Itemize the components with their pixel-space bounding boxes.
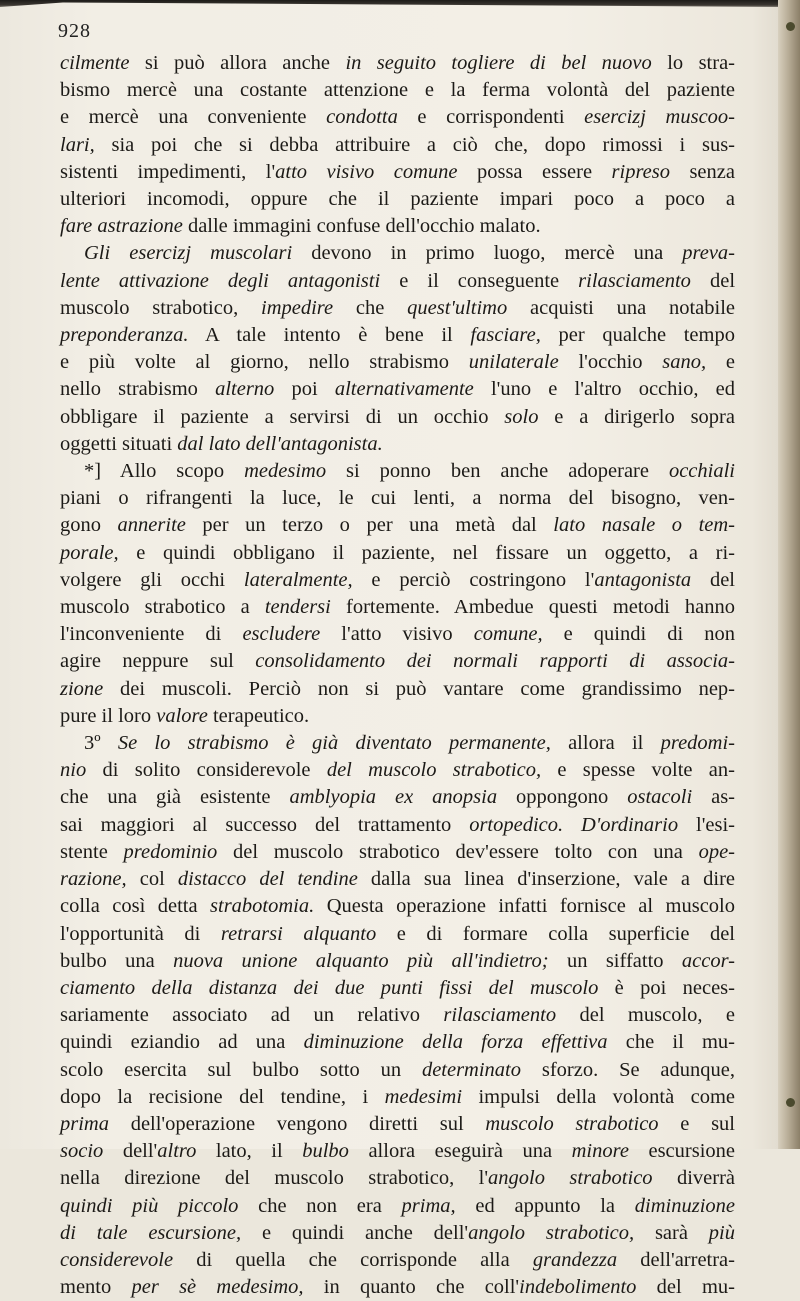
- italic-text: lari,: [60, 133, 95, 156]
- italic-text: muscolo strabotico: [485, 1112, 659, 1135]
- text-run: che non era: [238, 1194, 402, 1217]
- italic-text: fare astrazione: [60, 215, 183, 238]
- text-line: [60, 839, 735, 866]
- text-run: impulsi della volontà come: [462, 1085, 735, 1108]
- italic-text: per sè medesimo,: [131, 1276, 304, 1299]
- text-run: sforzo. Se adunque,: [521, 1058, 735, 1081]
- text-line: [60, 349, 735, 376]
- text-run: oggetti situati: [60, 432, 178, 455]
- text-run: agire neppure sul: [60, 650, 256, 673]
- text-run: del mu-: [636, 1276, 736, 1299]
- text-run: terapeutico.: [207, 704, 310, 727]
- text-line: [60, 921, 735, 948]
- italic-text: antagonista: [594, 568, 692, 591]
- italic-text: nuova unione alquanto più all'indietro;: [173, 949, 549, 972]
- top-edge-shadow: [0, 0, 786, 7]
- text-run: piani o rifrangenti la luce, le cui lenti, a norma del bisogno, ven-: [60, 487, 735, 510]
- text-run: del: [690, 269, 736, 292]
- text-line: [60, 757, 735, 784]
- italic-text: cilmente: [60, 52, 130, 74]
- text-run: che: [333, 296, 408, 319]
- italic-text: medesimi: [384, 1085, 463, 1108]
- text-line: [60, 1193, 735, 1220]
- text-line: [60, 1111, 735, 1138]
- italic-text: razione,: [60, 868, 127, 891]
- text-run: che il mu-: [607, 1031, 735, 1054]
- italic-text: quindi più piccolo: [60, 1194, 239, 1217]
- text-run: stente: [60, 840, 124, 863]
- text-line: [60, 1138, 735, 1165]
- italic-text: indebolimento: [519, 1276, 637, 1299]
- text-run: ulteriori incomodi, oppure che il paziente impari poco a poco a: [60, 188, 735, 211]
- italic-text: considerevole: [60, 1248, 174, 1271]
- italic-text: dal lato dell'antagonista.: [177, 432, 383, 455]
- text-line: [60, 1002, 735, 1029]
- text-run: di solito considerevole: [86, 759, 327, 782]
- text-line: [60, 893, 735, 920]
- text-run: oppongono: [497, 786, 628, 809]
- italic-text: valore: [156, 704, 208, 727]
- text-run: del muscolo, e: [556, 1004, 735, 1027]
- text-run: A tale intento è bene il: [188, 324, 471, 347]
- text-run: e di formare colla superficie del: [376, 922, 735, 945]
- italic-text: lente attivazione degli antagonisti: [60, 269, 381, 292]
- text-run: del: [691, 568, 735, 591]
- text-run: escursione: [628, 1140, 735, 1163]
- italic-text: minore: [571, 1140, 629, 1163]
- text-line: [60, 295, 735, 322]
- text-run: l'occhio: [558, 351, 663, 374]
- text-line: [60, 268, 735, 295]
- italic-text: sano,: [662, 351, 707, 374]
- italic-text: tendersi: [264, 596, 331, 619]
- text-run: devono in primo luogo, mercè una: [292, 242, 683, 265]
- italic-text: solo: [504, 405, 539, 428]
- text-line: [60, 159, 735, 186]
- text-run: scolo esercita sul bulbo sotto un: [60, 1058, 422, 1081]
- italic-text: occhiali: [668, 460, 735, 483]
- text-line: [60, 812, 735, 839]
- italic-text: rilasciamento: [443, 1004, 557, 1027]
- italic-text: grandezza: [532, 1248, 618, 1271]
- text-run: e quindi obbligano il paziente, nel fissare un oggetto, a ri-: [118, 541, 735, 564]
- text-line: [60, 730, 735, 757]
- text-run: sai maggiori al successo del trattamento: [60, 813, 470, 836]
- text-line: [60, 540, 735, 567]
- italic-text: socio: [60, 1140, 104, 1163]
- italic-text: atto visivo comune: [275, 160, 458, 183]
- text-line: [60, 567, 735, 594]
- text-line: [60, 485, 735, 512]
- italic-text: bulbo: [302, 1140, 349, 1163]
- italic-text: impedire: [261, 296, 334, 319]
- italic-text: ortopedico. D'ordinario: [469, 813, 679, 836]
- italic-text: lateralmente,: [243, 568, 353, 591]
- italic-text: nio: [60, 759, 87, 782]
- text-run: e quindi di non: [542, 623, 736, 646]
- text-line: [60, 132, 735, 159]
- italic-text: alternativamente: [334, 378, 474, 401]
- italic-text: angolo strabotico,: [468, 1221, 635, 1244]
- text-run: e mercè una conveniente: [60, 106, 327, 129]
- text-line: [60, 186, 735, 213]
- text-run: sarà: [634, 1221, 709, 1244]
- text-line: [60, 975, 735, 1002]
- italic-text: del muscolo strabotico,: [326, 759, 542, 782]
- text-line: [60, 77, 735, 104]
- text-line: [60, 213, 735, 240]
- italic-text: predominio: [123, 840, 218, 863]
- text-run: muscolo strabotico,: [60, 296, 262, 319]
- text-run: senza: [670, 160, 735, 183]
- text-line: [60, 431, 735, 458]
- italic-text: medesimo: [244, 460, 327, 483]
- text-run: sariamente associato ad un relativo: [60, 1004, 444, 1027]
- text-run: volgere gli occhi: [60, 568, 244, 591]
- italic-text: determinato: [421, 1058, 522, 1081]
- text-run: di quella che corrisponde alla: [173, 1248, 533, 1271]
- italic-text: quest'ultimo: [407, 296, 508, 319]
- text-run: gono: [60, 514, 118, 537]
- italic-text: esercizj muscoo-: [584, 106, 736, 129]
- text-line: [60, 1084, 735, 1111]
- spine-mark: [786, 22, 795, 31]
- text-run: quindi eziandio ad una: [60, 1031, 304, 1054]
- italic-text: porale,: [60, 541, 119, 564]
- spine-mark: [786, 1098, 795, 1107]
- text-run: si può allora anche: [129, 52, 346, 74]
- text-run: dalle immagini confuse dell'occhio malato.: [182, 215, 541, 238]
- text-run: l'esi-: [678, 813, 735, 836]
- text-line: [60, 1220, 735, 1247]
- text-run: per un terzo o per una metà dal: [185, 514, 554, 537]
- text-line: [60, 1165, 735, 1192]
- text-run: si ponno ben anche adoperare: [326, 460, 669, 483]
- body-text: [60, 50, 735, 1301]
- text-run: bismo mercè una costante attenzione e la ferma volontà del paziente: [60, 79, 735, 102]
- text-run: lo stra-: [651, 52, 735, 74]
- text-run: dalla sua linea d'inserzione, vale a dire: [357, 868, 735, 891]
- text-run: l'atto visivo: [320, 623, 474, 646]
- text-line: [60, 322, 735, 349]
- text-run: e il conseguente: [380, 269, 579, 292]
- italic-text: diminuzione: [634, 1194, 735, 1217]
- text-line: [60, 1057, 735, 1084]
- italic-text: amblyopia ex anopsia: [289, 786, 498, 809]
- text-run: in quanto che coll': [303, 1276, 520, 1299]
- italic-text: più: [708, 1221, 735, 1244]
- text-run: e: [706, 351, 735, 374]
- italic-text: ripreso: [611, 160, 670, 183]
- text-run: e corrispondenti: [397, 106, 585, 129]
- text-run: un siffatto: [548, 949, 682, 972]
- text-line: [60, 703, 735, 730]
- text-line: [60, 1274, 735, 1301]
- book-spine-edge: [778, 0, 800, 1149]
- text-run: muscolo strabotico a: [60, 596, 265, 619]
- text-run: dell'operazione vengono diretti sul: [108, 1112, 486, 1135]
- italic-text: distacco del tendine: [177, 868, 358, 891]
- italic-text: lato nasale o tem-: [553, 514, 736, 537]
- text-run: poi: [274, 378, 335, 401]
- text-run: l'uno e l'altro occhio, ed: [473, 378, 735, 401]
- text-line: [60, 376, 735, 403]
- text-run: pure il loro: [60, 704, 157, 727]
- text-line: [60, 648, 735, 675]
- text-line: [60, 1029, 735, 1056]
- italic-text: strabotomia.: [210, 895, 315, 918]
- text-run: è poi neces-: [598, 976, 735, 999]
- text-line: [60, 1247, 735, 1274]
- text-line: [60, 948, 735, 975]
- text-run: e sul: [658, 1112, 736, 1135]
- italic-text: zione: [60, 677, 104, 700]
- italic-text: di tale escursione,: [60, 1221, 242, 1244]
- italic-text: ciamento della distanza dei due punti fissi del muscolo: [60, 976, 599, 999]
- text-line: [60, 784, 735, 811]
- text-run: sistenti impedimenti, l': [60, 160, 276, 183]
- text-line: [60, 240, 735, 267]
- italic-text: preponderanza.: [60, 324, 189, 347]
- text-run: possa essere: [457, 160, 612, 183]
- text-line: [60, 866, 735, 893]
- text-run: che una già esistente: [60, 786, 290, 809]
- text-run: sia poi che si debba attribuire a ciò che, dopo rimossi i sus-: [94, 133, 735, 156]
- text-line: [60, 404, 735, 431]
- text-run: allora il: [550, 732, 661, 755]
- text-run: e più volte al giorno, nello strabismo: [60, 351, 469, 374]
- italic-text: in seguito togliere di bel nuovo: [345, 52, 652, 74]
- italic-text: escludere: [242, 623, 321, 646]
- italic-text: accor-: [681, 949, 735, 972]
- text-run: dopo la recisione del tendine, i: [60, 1085, 385, 1108]
- text-run: e spesse volte an-: [541, 759, 735, 782]
- italic-text: retrarsi alquanto: [220, 922, 377, 945]
- text-run: e perciò costringono l': [352, 568, 595, 591]
- text-run: 3º: [84, 732, 118, 755]
- text-run: fortemente. Ambedue questi metodi hanno: [330, 596, 736, 619]
- text-run: bulbo una: [60, 949, 174, 972]
- text-run: del muscolo strabotico dev'essere tolto con una: [217, 840, 699, 863]
- italic-text: annerite: [117, 514, 186, 537]
- text-line: [60, 676, 735, 703]
- italic-text: Se lo strabismo è già diventato permanente,: [117, 732, 551, 755]
- text-run: as-: [692, 786, 736, 809]
- text-run: mento: [60, 1276, 132, 1299]
- italic-text: consolidamento dei normali rapporti di associa-: [255, 650, 735, 673]
- text-line: [60, 621, 735, 648]
- text-run: dei muscoli. Perciò non si può vantare come grandissimo nep-: [103, 677, 735, 700]
- text-run: dell': [103, 1140, 158, 1163]
- text-run: l'inconveniente di: [60, 623, 243, 646]
- text-run: nella direzione del muscolo strabotico, l': [60, 1167, 489, 1190]
- text-run: per qualche tempo: [540, 324, 735, 347]
- italic-text: alterno: [215, 378, 275, 401]
- text-run: lato, il: [196, 1140, 303, 1163]
- italic-text: condotta: [326, 106, 398, 129]
- text-run: Questa operazione infatti fornisce al muscolo: [314, 895, 735, 918]
- italic-text: predomi-: [660, 732, 736, 755]
- italic-text: preva-: [682, 242, 735, 265]
- text-run: *] Allo scopo: [84, 460, 245, 483]
- italic-text: ostacoli: [627, 786, 693, 809]
- text-run: allora eseguirà una: [348, 1140, 572, 1163]
- text-line: [60, 458, 735, 485]
- text-run: ed appunto la: [455, 1194, 635, 1217]
- text-run: acquisti una notabile: [507, 296, 735, 319]
- text-run: l'opportunità di: [60, 922, 221, 945]
- italic-text: comune,: [473, 623, 543, 646]
- text-run: nello strabismo: [60, 378, 216, 401]
- text-run: e a dirigerlo sopra: [538, 405, 735, 428]
- text-line: [60, 512, 735, 539]
- text-run: dell'arretra-: [617, 1248, 735, 1271]
- italic-text: ope-: [698, 840, 735, 863]
- text-run: obbligare il paziente a servirsi di un occhio: [60, 405, 505, 428]
- italic-text: diminuzione della forza effettiva: [303, 1031, 608, 1054]
- italic-text: unilaterale: [468, 351, 559, 374]
- text-run: diverrà: [652, 1167, 736, 1190]
- italic-text: altro: [157, 1140, 197, 1163]
- text-run: colla così detta: [60, 895, 211, 918]
- page-number: 928: [58, 20, 91, 42]
- italic-text: Gli esercizj muscolari: [84, 242, 293, 265]
- text-line: [60, 594, 735, 621]
- italic-text: prima,: [401, 1194, 456, 1217]
- text-line: [60, 104, 735, 131]
- italic-text: angolo strabotico: [488, 1167, 653, 1190]
- text-run: col: [126, 868, 178, 891]
- italic-text: prima: [60, 1112, 109, 1135]
- italic-text: fasciare,: [470, 324, 541, 347]
- text-run: e quindi anche dell': [241, 1221, 469, 1244]
- italic-text: rilasciamento: [578, 269, 691, 292]
- text-line: [60, 50, 735, 77]
